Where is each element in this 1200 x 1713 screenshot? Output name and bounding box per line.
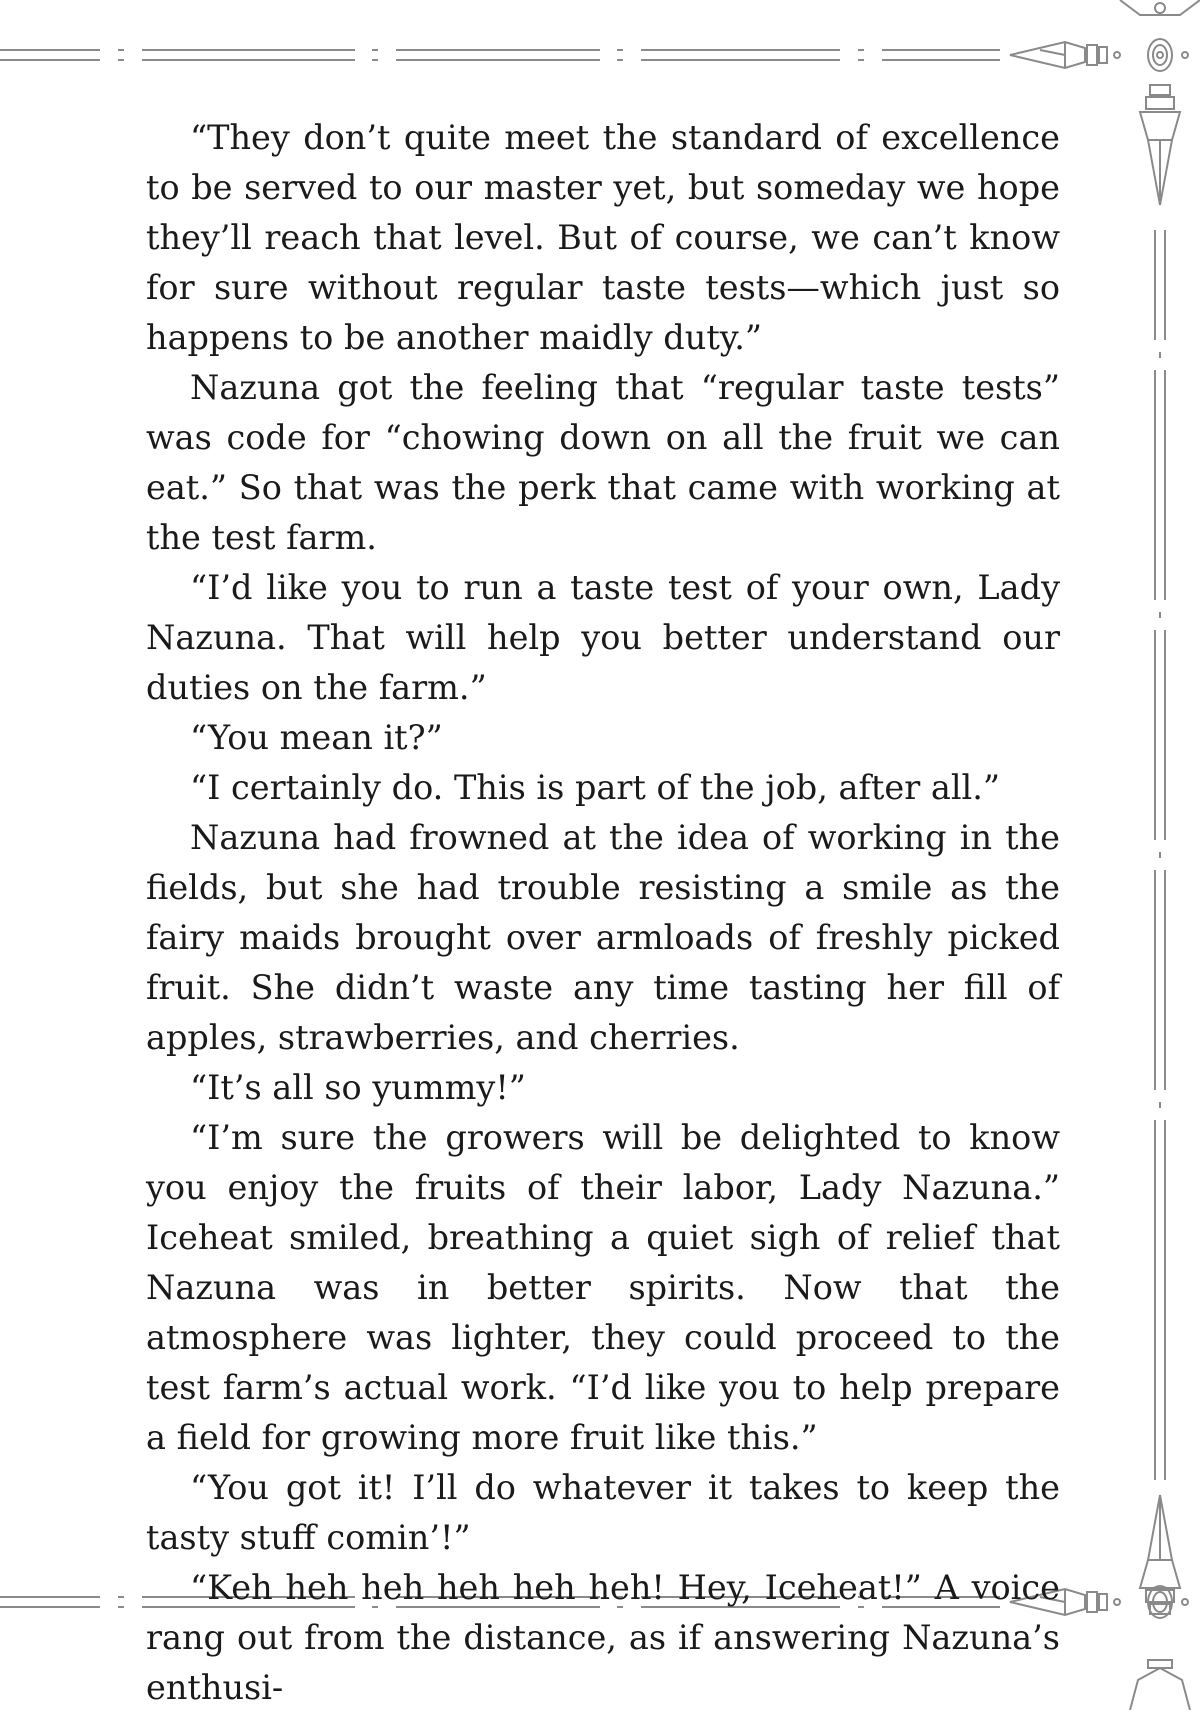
paragraph: “I’m sure the growers will be delighted to know you enjoy the fruits of their labor, Lady Nazuna.” Iceheat smiled, breathing a quiet sigh of relief that Nazuna was in better spirits. Now that the atmosphere was lighter, they could proceed to the test farm’s actual work. “I’d like you to help prepare a field for growing more fruit like this.” xyxy=(146,1118,1060,1457)
paragraph: “Keh heh heh heh heh heh! Hey, Iceheat!” A voice rang out from the distance, as if answering Nazuna’s enthusi- xyxy=(146,1568,1060,1707)
paragraph: Nazuna had frowned at the idea of working in the fields, but she had trouble resisting a smile as the fairy maids brought over armloads of freshly picked fruit. She didn’t waste any time tasting her fill of apples, strawberries, and cherries. xyxy=(146,818,1060,1057)
paragraph: “They don’t quite meet the standard of excellence to be served to our master yet, but someday we hope they’ll reach that level. But of course, we can’t know for sure without regular taste tests—which just so happens to be another maidly duty.” xyxy=(146,118,1060,357)
body-text xyxy=(146,113,1060,1713)
right-border-lines xyxy=(1155,230,1165,1480)
paragraph: “You mean it?” xyxy=(190,718,443,757)
paragraph: “It’s all so yummy!” xyxy=(190,1068,526,1107)
paragraph: “I certainly do. This is part of the job, after all.” xyxy=(190,768,1001,807)
top-border-lines xyxy=(0,50,1000,60)
paragraph: Nazuna got the feeling that “regular taste tests” was code for “chowing down on all the fruit we can eat.” So that was the perk that came with working at the test farm. xyxy=(146,368,1060,557)
paragraph: “You got it! I’ll do whatever it takes to keep the tasty stuff comin’!” xyxy=(146,1468,1060,1557)
paragraph: “I’d like you to run a taste test of your own, Lady Nazuna. That will help you better understand our duties on the farm.” xyxy=(146,568,1060,707)
